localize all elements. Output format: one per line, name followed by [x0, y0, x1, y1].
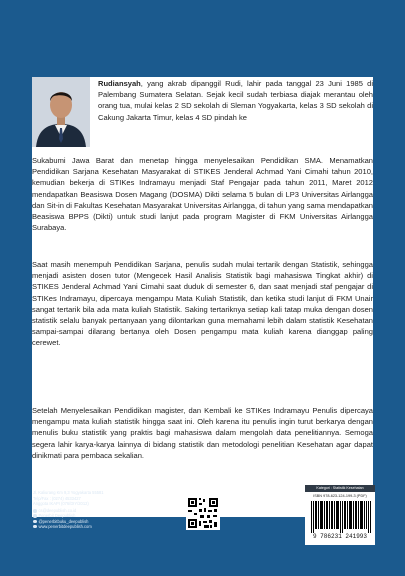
publisher-member: Anggota IKAPI (076/DIY/2012) [33, 500, 89, 506]
bio-paragraph-3: Setelah Menyelesaikan Pendidikan magister, dan Kembali ke STIKes Indramayu Penulis dipercaya mengampu mata kuliah statistik hingga saat ini. Oleh karena itu penulis ingin turut berkarya dengan menulis buku statistik yang praktis bagi mahasiswa dalam mengolah data penelitiannya. Semoga segera lahir karya-karya lainnya di bidang statistik dan metodologi penelitian Kesehatan agar dapat dinikmati para pembaca sekalian. [32, 406, 373, 460]
publisher-phone: Telp/Fax : (0274) 4533427 [33, 495, 81, 501]
bio-intro-text: , yang akrab dipanggil Rudi, lahir pada tanggal 23 Juni 1985 di Palembang Sumatera Selatan. Sejak kecil sudah terbiasa diajak merantau oleh orang tua, mulai kelas 2 SD sekolah di Sleman Yogyakarta, kelas 3 SD sekolah di Cakung Jakarta Timur, kelas 4 SD pindah ke [98, 79, 373, 122]
author-photo [32, 77, 90, 147]
globe-icon [33, 525, 37, 529]
barcode-number: 9 786231 241993 [312, 533, 367, 540]
isbn-label: ISBN 978-623-124-199-3 (PDF) [313, 494, 367, 498]
publisher-name: Penerbit Deepublish (CV BUDI UTAMA) [33, 485, 115, 490]
qr-code [186, 496, 220, 530]
publisher-social [33, 508, 173, 529]
bio-intro [98, 78, 373, 123]
category-label: Kategori : Statistik Kesehatan [305, 485, 375, 492]
instagram-icon [33, 520, 37, 524]
facebook-icon [33, 514, 37, 518]
author-name: Rudiansyah [98, 79, 141, 88]
qr-code-graphic [186, 496, 220, 530]
website-item: www.penerbitdeepublish.com [33, 524, 173, 529]
instagram-item: @penerbitbuku_deepublish [33, 519, 173, 524]
author-bio-panel [32, 77, 373, 517]
bio-paragraph-1: Sukabumi Jawa Barat dan menetap hingga menyelesaikan Pendidikan SMA. Menamatkan Pendidikan Sarjana Kesehatan Masyarakat di STIKES Jenderal Achmad Yani Cimahi tahun 2010, kemudian bekerja di STIKes Indramayu menjadi Staf Pengajar pada tahun 2011, Maret 2012 mendapatkan Beasiswa Dosen Magang (DOSMA) Dikti selama 5 bulan di LP3 Universitas Airlangga dan Sit-in di Fakultas Kesehatan Masyarakat Universitas Airlangga, di tahun yang sama mendapatkan Beasiswa BPPS (Dikti) untuk studi lanjut pada program Magister di FKM Universitas Airlangga Surabaya. [32, 156, 373, 233]
email-icon [33, 509, 37, 513]
facebook-item: Penerbit Deepublish [33, 513, 173, 518]
bio-paragraph-2: Saat masih menempuh Pendidikan Sarjana, penulis sudah mulai tertarik dengan Statistik, sehingga menjadi asisten dosen tutor (Mengecek Hasil Analisis Statistik bagi mahasiswa Tingkat akhir) di STIKES Jenderal Achmad Yani Cimahi saat duduk di semester 6, dan saat menjadi staf pengajar di STIKes Indramayu, dipercaya mengampu Mata Kuliah Statistik, dan ketika studi lanjut di FKM Unair sangat tertarik bila ada mata kuliah Statistik. Saking tertariknya setiap kali tatap muka dengan dosen statistik selalu banyak pertanyaan yang dilontarkan guna memahami lebih dalam statistik Kesehatan sampai-sampai dilarang bertanya oleh Dosen pengampu mata kuliah karena dianggap paling cerewet. [32, 260, 373, 348]
publisher-address: Jl. Kaliurang Km 9,3 Yogyakarta 55581 [33, 490, 104, 496]
barcode-bars [311, 501, 371, 533]
barcode-area [305, 485, 375, 545]
publisher-info [33, 485, 173, 529]
email-item: cs@deepublish.co.id [33, 508, 173, 513]
